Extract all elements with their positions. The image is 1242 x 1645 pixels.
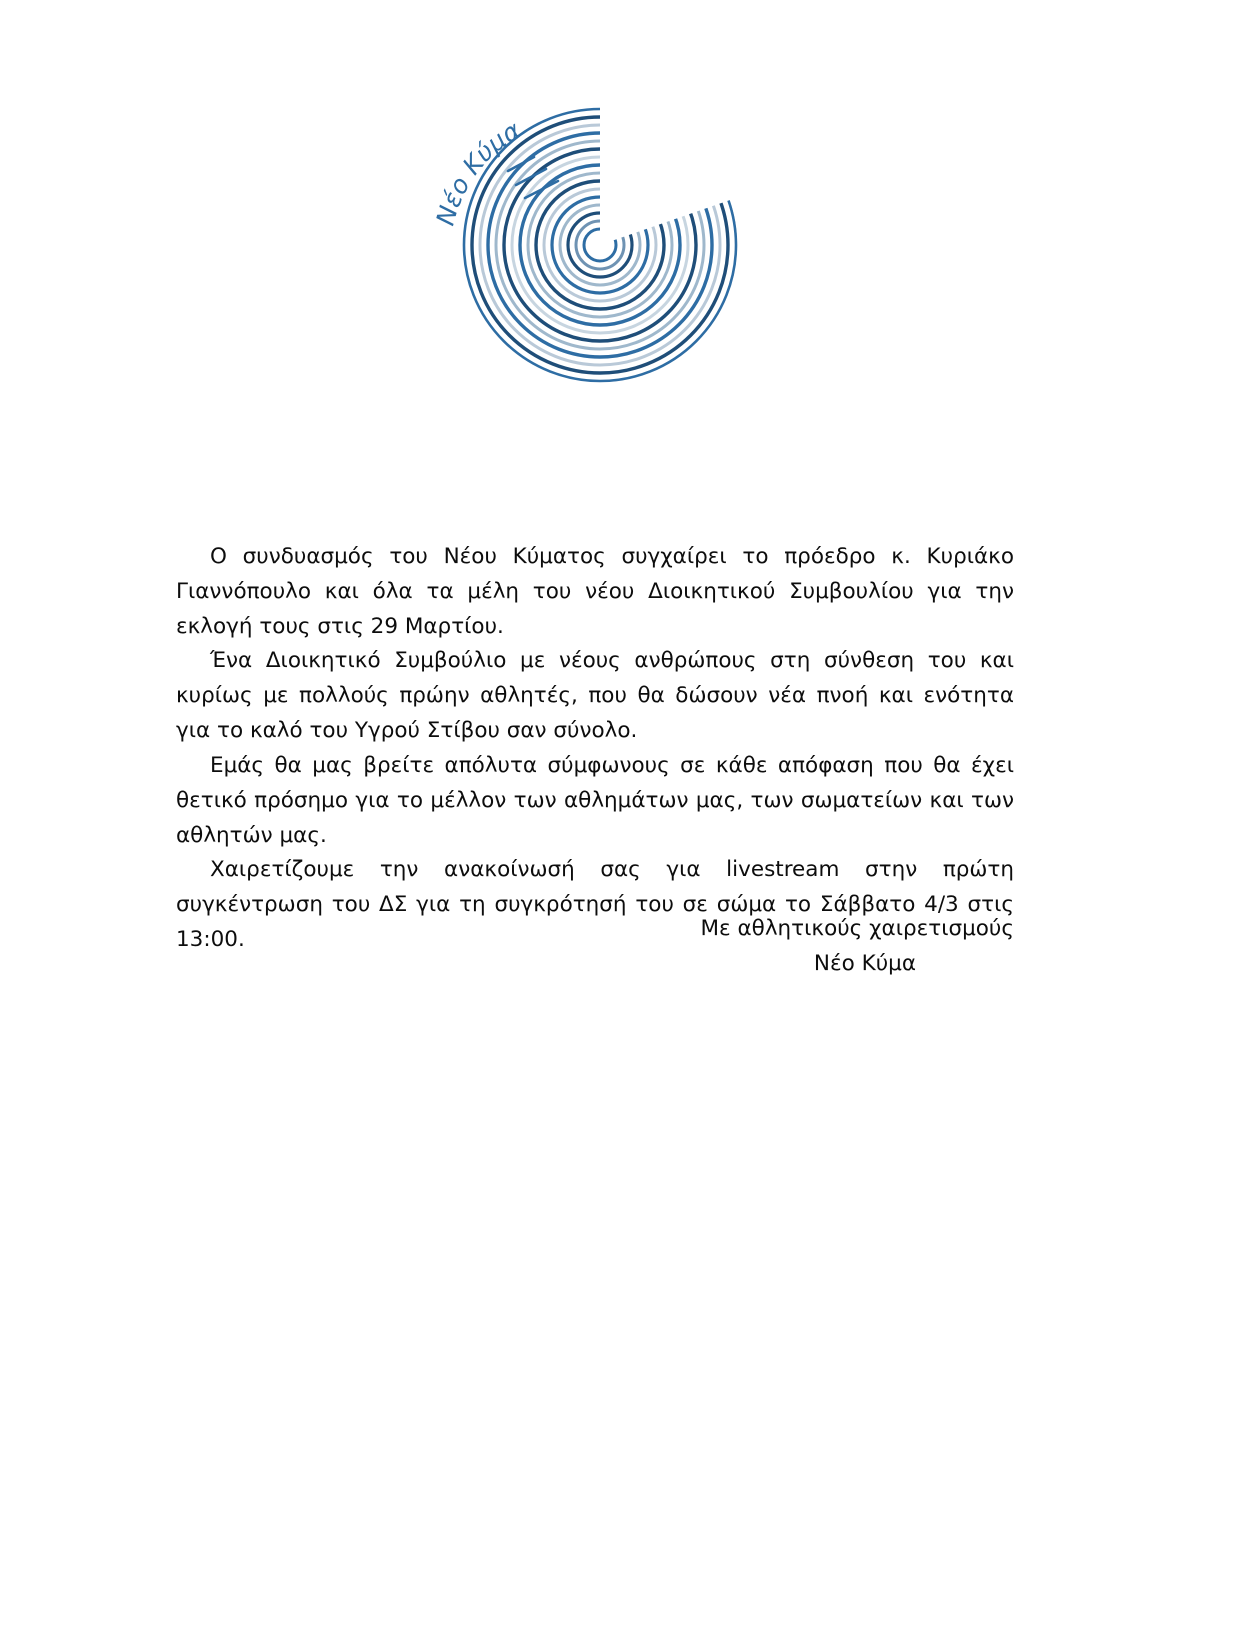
signature-name: Νέο Κύμα xyxy=(813,950,916,976)
paragraph-2: Ένα Διοικητικό Συμβούλιο με νέους ανθρώπους στη σύνθεση του και κυρίως με πολλούς πρώην αθλητές, που θα δώσουν νέα πνοή και ενότητα για το καλό του Υγρού Στίβου σαν σύνολο. xyxy=(176,648,1014,744)
logo-wordmark-text: Νέο Κύμα xyxy=(430,115,526,229)
paragraph-4: Χαιρετίζουμε την ανακοίνωσή σας για livestream στην πρώτη συγκέντρωση του ΔΣ για τη συγκρότησή του σε σώμα το Σάββατο 4/3 στις 13:00. xyxy=(176,857,1014,953)
neo-kyma-logo-icon xyxy=(430,105,770,385)
letter-body xyxy=(176,540,1014,958)
logo-block xyxy=(430,105,770,385)
signature-closing: Με αθλητικούς χαιρετισμούς xyxy=(700,916,1014,941)
paragraph-1: Ο συνδυασμός του Νέου Κύματος συγχαίρει το πρόεδρο κ. Κυριάκο Γιαννόπουλο και όλα τα μέλη του νέου Διοικητικού Συμβουλίου για την εκλογή τους στις 29 Μαρτίου. xyxy=(176,544,1014,639)
paragraph-3: Εμάς θα μας βρείτε απόλυτα σύμφωνους σε κάθε απόφαση που θα έχει θετικό πρόσημο για το μέλλον των αθλημάτων μας, των σωματείων και των αθλητών μας. xyxy=(176,752,1014,848)
signature-block xyxy=(176,912,1014,982)
